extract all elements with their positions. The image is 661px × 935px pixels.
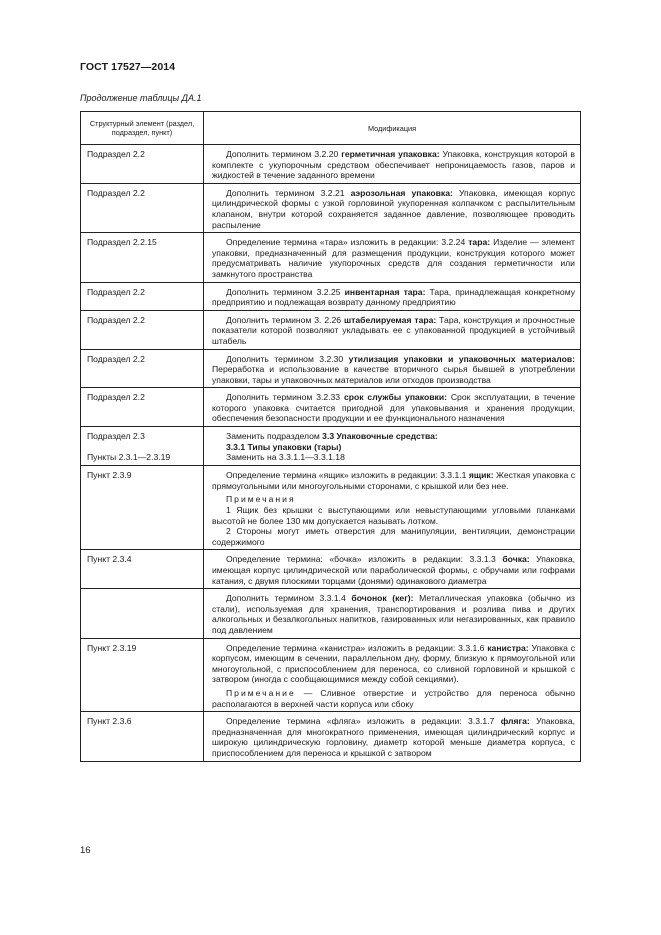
- note-2: 2 Стороны могут иметь отверстия для манипуляции, вентиляции, демонстрации содержимого: [212, 526, 575, 547]
- note-1: 1 Ящик без крышки с выступающими или невыступающими угловыми планками высотой не более 130 мм допускается называть лотком.: [212, 505, 575, 526]
- table-row: [81, 427, 581, 466]
- structural-element-cell: [81, 589, 204, 638]
- column-header-element: Структурный элемент (раздел, подраздел, пункт): [81, 112, 204, 145]
- structural-element-cell: Пункт 2.3.9: [81, 466, 204, 550]
- table-row: [81, 233, 581, 282]
- modification-cell: Дополнить термином 3.2.30 утилизация упаковки и упаковочных материалов: Переработка и использование в качестве вторичного сырья бывшей в употреблении упаковки, тары и упаковочных материалов или отходов производства: [204, 349, 581, 388]
- structural-element-cell: Подраздел 2.2: [81, 282, 204, 310]
- modification-cell: Дополнить термином 3.2.33 срок службы упаковки: Срок эксплуатации, в течение которого упаковка считается пригодной для упаковывания и хранения продукции, обеспечения безопасности продукции и ее функционального назначения: [204, 388, 581, 427]
- modification-cell: Определение термина «канистра» изложить в редакции: 3.3.1.6 канистра: Упаковка с корпусом, имеющим в сечении, параллельном дну, форму, близкую к прямоугольной или многоугольной, с приспособлением для переноса, со сливной горловиной и крышкой с затвором (иногда с сообщающимися между собой секциями). Примечание — Сливное отверстие и устройство для переноса обычно располагаются в верхней части корпуса или сбоку: [204, 638, 581, 712]
- table-row: [81, 349, 581, 388]
- table-row: [81, 388, 581, 427]
- structural-element-cell: Пункт 2.3.19: [81, 638, 204, 712]
- table-row: [81, 712, 581, 761]
- modification-cell: Определение термина «фляга» изложить в редакции: 3.3.1.7 фляга: Упаковка, предназначенная для многократного применения, имеющая цилиндрический корпус и широкую цилиндрическую горловину, диаметр которой меньше диаметра корпуса, с приспособлением для переноса и крышкой с затвором: [204, 712, 581, 761]
- structural-element-cell: Подраздел 2.2: [81, 388, 204, 427]
- table-header-row: [81, 112, 581, 145]
- modification-cell: Определение термина «тара» изложить в редакции: 3.2.24 тара: Изделие — элемент упаковки, предназначенный для размещения продукции, конструкция которого может предусматривать наличие укупорочных средств для создания герметичности или замкнутого пространства: [204, 233, 581, 282]
- note-title: Примечание: [226, 687, 296, 698]
- modification-cell: Определение термина: «бочка» изложить в редакции: 3.3.1.3 бочка: Упаковка, имеющая корпус цилиндрической или параболической формы, с обручами или гофрами катания, с двумя плоскими торцами (донями) одинакового диаметра: [204, 550, 581, 589]
- column-header-modification: Модификация: [204, 112, 581, 145]
- page-number: 16: [80, 845, 91, 856]
- structural-element-cell: Подраздел 2.2: [81, 183, 204, 232]
- structural-element-cell: Подраздел 2.2.15: [81, 233, 204, 282]
- modification-cell: Заменить подразделом 3.3 Упаковочные средства: 3.3.1 Типы упаковки (тары) Заменить на 3.3.1.1—3.3.1.18: [204, 427, 581, 466]
- modification-cell: Дополнить термином 3.2.21 аэрозольная упаковка: Упаковка, имеющая корпус цилиндрической формы с узкой горловиной укупоренная колпачком с распылительным клапаном, внутри которой сохраняется заданное давление, позволяющее проводить распыление: [204, 183, 581, 232]
- modification-table: [80, 111, 581, 762]
- table-row: [81, 550, 581, 589]
- structural-element-cell: Подраздел 2.2: [81, 145, 204, 184]
- table-row: [81, 589, 581, 638]
- table-caption: Продолжение таблицы ДА.1: [80, 93, 202, 103]
- table-row: [81, 282, 581, 310]
- structural-element-cell: Подраздел 2.2: [81, 310, 204, 349]
- subsection-label: Подраздел 2.3: [87, 431, 145, 442]
- document-code: ГОСТ 17527—2014: [80, 61, 176, 73]
- structural-element-cell: [81, 427, 204, 466]
- modification-cell: Определение термина «ящик» изложить в редакции: 3.3.1.1 ящик: Жесткая упаковка с прямоугольными или многоугольными сторонами, с крышкой или без нее. Примечания 1 Ящик без крышки с выступающими или невыступающими угловыми планками высотой не более 130 мм допускается называть лотком. 2 Стороны могут иметь отверстия для манипуляции, вентиляции, демонстрации содержимого: [204, 466, 581, 550]
- table-row: [81, 310, 581, 349]
- notes-title: Примечания: [226, 494, 296, 505]
- structural-element-cell: Пункт 2.3.6: [81, 712, 204, 761]
- modification-cell: Дополнить термином 3.2.20 герметичная упаковка: Упаковка, конструкция которой в комплекте с укупорочным средством обеспечивает непроницаемость газов, паров и жидкостей в течение заданного времени: [204, 145, 581, 184]
- table-row: [81, 466, 581, 550]
- items-range-label: Пункты 2.3.1—2.3.19: [87, 451, 171, 462]
- modification-cell: Дополнить термином 3. 2.26 штабелируемая тара: Тара, конструкция и прочностные показатели которой позволяют укладывать ее с упакованной продукцией в устойчивый штабель: [204, 310, 581, 349]
- table-row: [81, 183, 581, 232]
- table-row: [81, 638, 581, 712]
- modification-cell: Дополнить термином 3.2.25 инвентарная тара: Тара, принадлежащая конкретному предприятию и подлежащая возврату данному предприятию: [204, 282, 581, 310]
- table-row: [81, 145, 581, 184]
- modification-cell: Дополнить термином 3.3.1.4 бочонок (кег): Металлическая упаковка (обычно из стали), используемая для хранения, транспортирования и розлива пива и других алкогольных и безалкогольных напитков, газированных или негазированных, как правило под давлением: [204, 589, 581, 638]
- structural-element-cell: Подраздел 2.2: [81, 349, 204, 388]
- structural-element-cell: Пункт 2.3.4: [81, 550, 204, 589]
